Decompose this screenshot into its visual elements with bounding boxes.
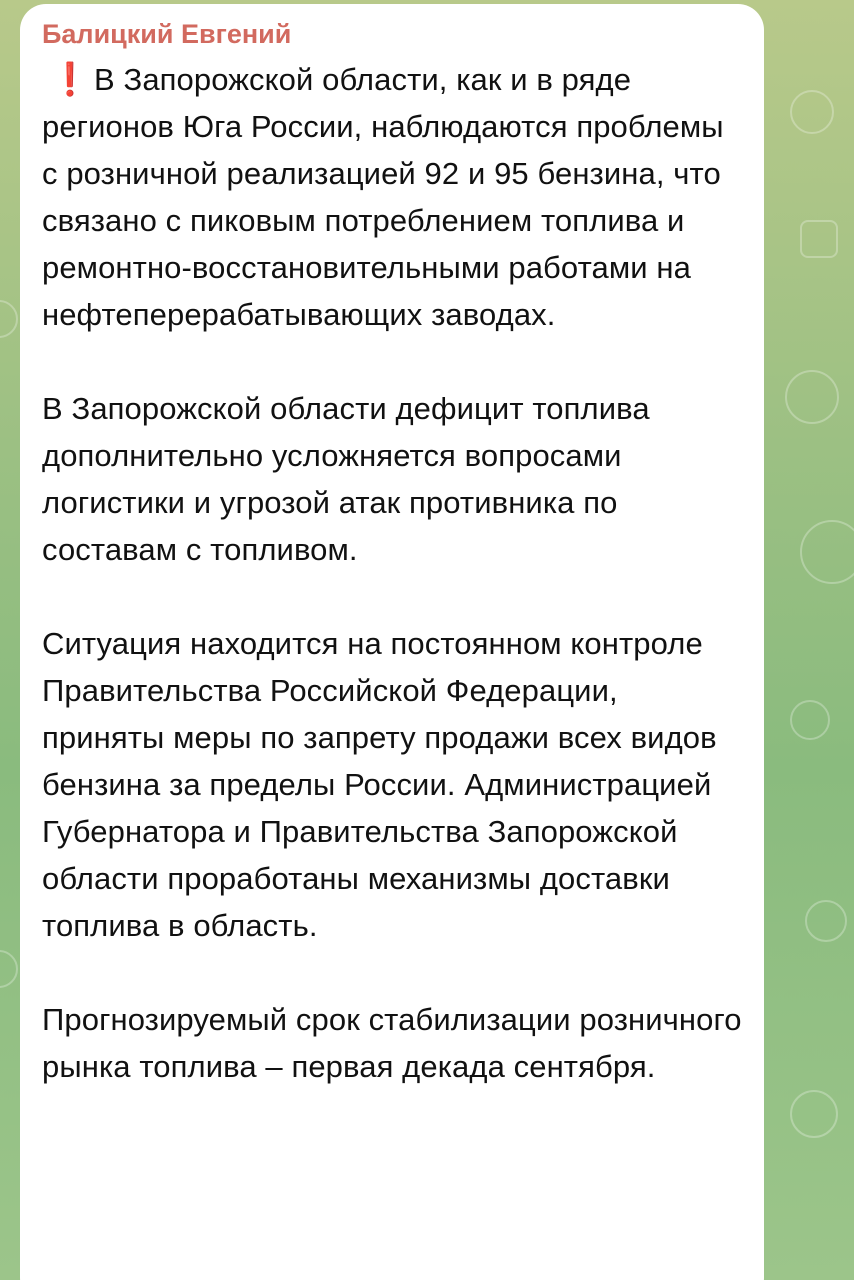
message-text bbox=[42, 56, 742, 1090]
wallpaper-doodle bbox=[800, 220, 838, 258]
wallpaper-doodle bbox=[785, 370, 839, 424]
paragraph-text: В Запорожской области, как и в ряде регионов Юга России, наблюдаются проблемы с розничной реализацией 92 и 95 бензина, что связано с пиковым потреблением топлива и ремонтно-восстановительными работами на нефтеперерабатывающих заводах. bbox=[42, 62, 724, 332]
message-paragraph: Прогнозируемый срок стабилизации розничного рынка топлива – первая декада сентября. bbox=[42, 1002, 742, 1084]
wallpaper-doodle bbox=[805, 900, 847, 942]
wallpaper-doodle bbox=[0, 300, 18, 338]
wallpaper-doodle bbox=[790, 90, 834, 134]
exclamation-icon: ❗ bbox=[50, 61, 90, 97]
message-bubble[interactable] bbox=[20, 4, 764, 1280]
wallpaper-doodle bbox=[0, 950, 18, 988]
wallpaper-doodle bbox=[790, 700, 830, 740]
message-paragraph bbox=[42, 56, 742, 338]
message-paragraph: Ситуация находится на постоянном контроле Правительства Российской Федерации, приняты меры по запрету продажи всех видов бензина за пределы России. Администрацией Губернатора и Правительства Запорожской области проработаны механизмы доставки топлива в область. bbox=[42, 626, 717, 943]
sender-name[interactable]: Балицкий Евгений bbox=[42, 19, 292, 49]
wallpaper-doodle bbox=[790, 1090, 838, 1138]
wallpaper-doodle bbox=[800, 520, 854, 584]
message-paragraph: В Запорожской области дефицит топлива дополнительно усложняется вопросами логистики и угрозой атак противника по составам с топливом. bbox=[42, 391, 650, 567]
